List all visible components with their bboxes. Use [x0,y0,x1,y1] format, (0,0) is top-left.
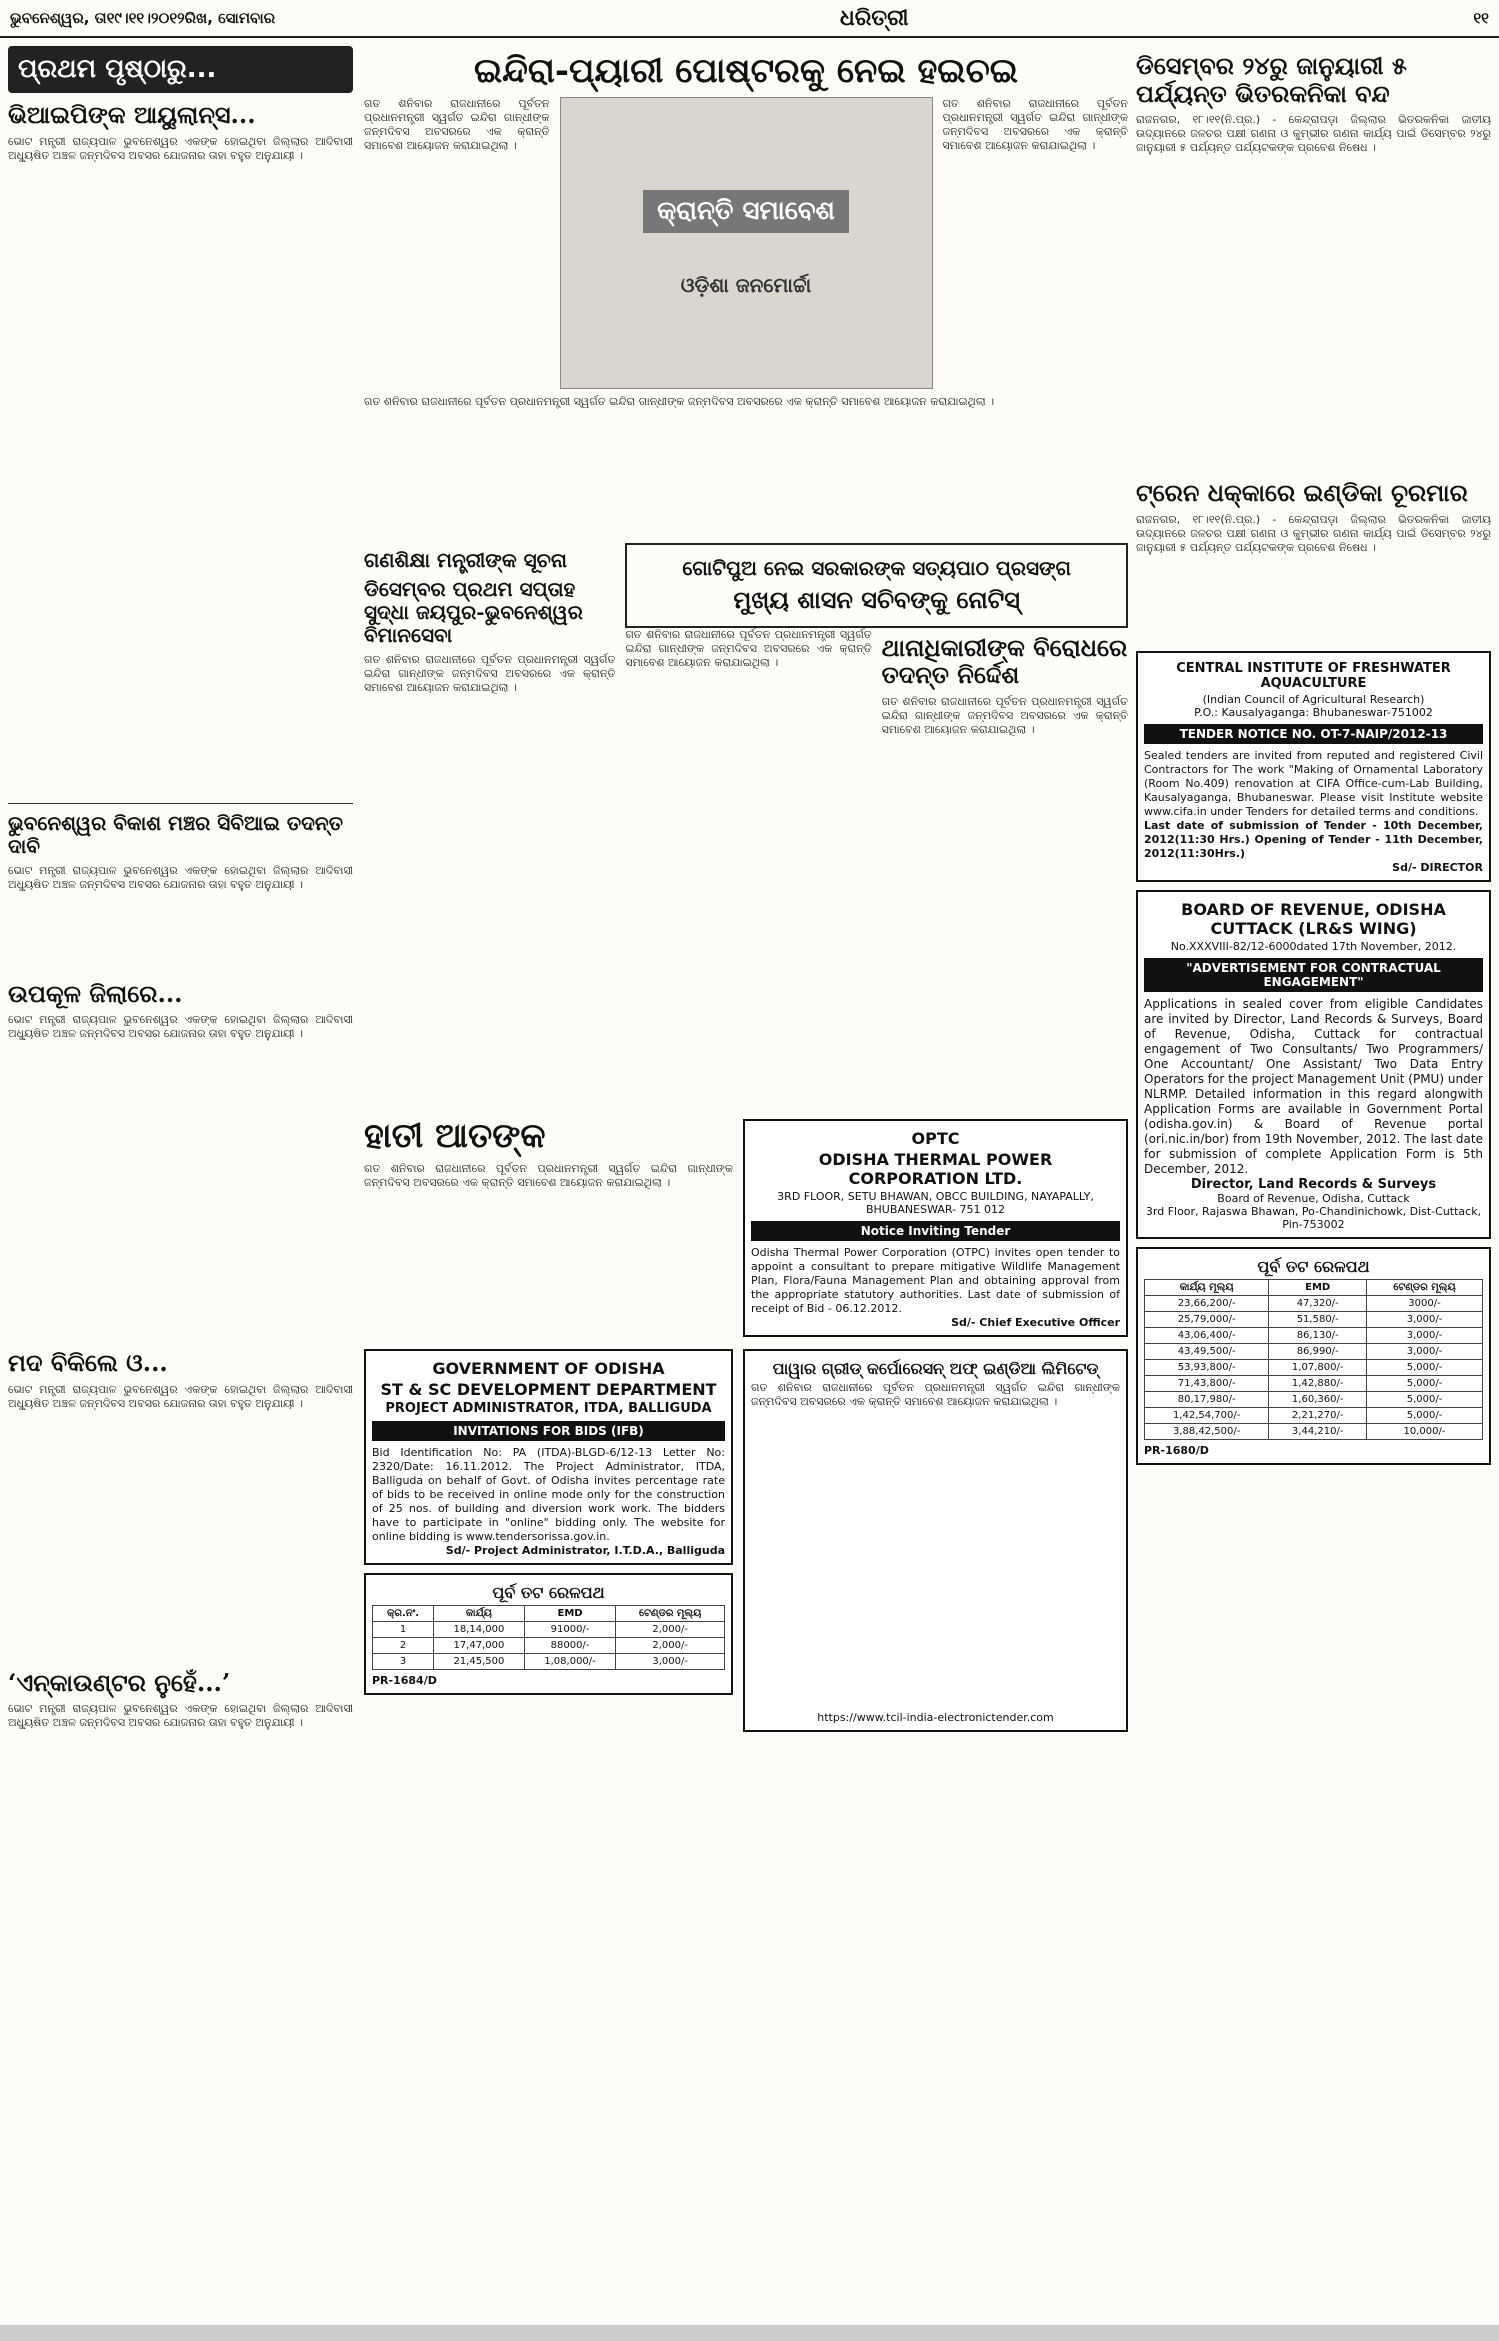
kicker-gotipua: ଗୋଟିପୁଅ ନେଇ ସରକାରଙ୍କ ସତ୍ୟପାଠ ପ୍ରସଙ୍ଗ [682,556,1071,581]
ad-title: ODISHA THERMAL POWER CORPORATION LTD. [818,1150,1053,1189]
ad-title: GOVERNMENT OF ODISHA [432,1359,665,1379]
ad-sub: (Indian Council of Agricultural Research) [1202,692,1425,706]
ad-railway [364,1573,733,1695]
story-body: ଭୋଟ ମନ୍ତ୍ରୀ ରାଜ୍ୟପାଳ ଭୁବନେଶ୍ୱର ଏକଙ୍କ ହୋଇଥିବା ଜିଲ୍ଲାର ଆଦିବାସୀ ଅଧ୍ୟୁଷିତ ଅଞ୍ଚଳ ଜନ୍ମଦିବସ ଅବସର ଯୋଜନାର ତାହା ବହୁତ ଅନୁଯାୟୀ । [8,1702,353,1730]
table-row: 71,43,800/- 1,42,880/- 5,000/- [1145,1375,1483,1391]
rally-poster-photo [560,97,933,389]
ad-address: P.O.: Kausalyaganga: Bhubaneswar-751002 [1194,705,1433,719]
ad-optc [743,1119,1128,1337]
table-row: 3 21,45,500 1,08,000/- 3,000/- [373,1654,725,1670]
right-column [1136,46,1491,1465]
story-body: ରାଜନଗର, ୧୮।୧୧(ନି.ପ୍ର.) - କେନ୍ଦ୍ରାପଡ଼ା ଜିଲ୍ଲାର ଭିତରକନିକା ଜାତୀୟ ଉଦ୍ୟାନରେ ଜଳଚର ପକ୍ଷୀ ଗଣନା ଓ କୁମ୍ଭୀର ଗଣନା କାର୍ଯ୍ୟ ପାଇଁ ଡିସେମ୍ବର ୨୪ରୁ ଜାନୁୟାରୀ ୫ ପର୍ଯ୍ୟନ୍ତ ପର୍ଯ୍ୟଟକଙ୍କ ପ୍ରବେଶ ନିଷେଧ । [1136,512,1491,554]
ad-bar: Notice Inviting Tender [751,1221,1120,1241]
story-body: ଭୋଟ ମନ୍ତ୍ରୀ ରାଜ୍ୟପାଳ ଭୁବନେଶ୍ୱର ଏକଙ୍କ ହୋଇଥିବା ଜିଲ୍ଲାର ଆଦିବାସୀ ଅଧ୍ୟୁଷିତ ଅଞ୍ଚଳ ଜନ୍ମଦିବସ ଅବସର ଯୋଜନାର ତାହା ବହୁତ ଅନୁଯାୟୀ । [8,1382,353,1410]
ad-bar: "ADVERTISEMENT FOR CONTRACTUAL ENGAGEMENT" [1144,958,1483,992]
headline-train: ଟ୍ରେନ ଧକ୍କାରେ ଇଣ୍ଡିକା ଚୂରମାର [1136,478,1468,508]
story-body: ଭୋଟ ମନ୍ତ୍ରୀ ରାଜ୍ୟପାଳ ଭୁବନେଶ୍ୱର ଏକଙ୍କ ହୋଇଥିବା ଜିଲ୍ଲାର ଆଦିବାସୀ ଅଧ୍ୟୁଷିତ ଅଞ୍ଚଳ ଜନ୍ମଦିବସ ଅବସର ଯୋଜନାର ତାହା ବହୁତ ଅନୁଯାୟୀ । [8,863,353,891]
story-body: ରାଜନଗର, ୧୮।୧୧(ନି.ପ୍ର.) - କେନ୍ଦ୍ରାପଡ଼ା ଜିଲ୍ଲାର ଭିତରକନିକା ଜାତୀୟ ଉଦ୍ୟାନରେ ଜଳଚର ପକ୍ଷୀ ଗଣନା ଓ କୁମ୍ଭୀର ଗଣନା କାର୍ଯ୍ୟ ପାଇଁ ଡିସେମ୍ବର ୨୪ରୁ ଜାନୁୟାରୀ ୫ ପର୍ଯ୍ୟନ୍ତ ପର୍ଯ୍ୟଟକଙ୍କ ପ୍ରବେଶ ନିଷେଧ । [1136,113,1491,155]
ad-title: BOARD OF REVENUE, ODISHA CUTTACK (LR&S WING) [1181,899,1446,938]
photo-caption: କ୍ରାନ୍ତି ସମାବେଶ [643,190,849,233]
center-column [364,46,1128,1732]
page-number: ୧୧ [1473,9,1489,27]
ad-pgcil [743,1349,1128,1732]
table-row: 23,66,200/- 47,320/- 3000/- [1145,1295,1483,1311]
ad-board-of-revenue [1136,890,1491,1239]
ad-address: 3RD FLOOR, SETU BHAWAN, OBCC BUILDING, NAYAPALLY, BHUBANESWAR- 751 012 [777,1190,1094,1217]
table-row: 25,79,000/- 51,580/- 3,000/- [1145,1311,1483,1327]
ad-sign: Sd/- DIRECTOR [1392,860,1483,874]
story-body: ଗତ ଶନିବାର ରାଜଧାନୀରେ ପୂର୍ବତନ ପ୍ରଧାନମନ୍ତ୍ରୀ ସ୍ୱର୍ଗତ ଇନ୍ଦିରା ଗାନ୍ଧୀଙ୍କ ଜନ୍ମଦିବସ ଅବସରରେ ଏକ କ୍ରାନ୍ତି ସମାବେଶ ଆୟୋଜନ କରାଯାଇଥିଲା । [364,1162,733,1190]
headline-notice: ମୁଖ୍ୟ ଶାସନ ସଚିବଙ୍କୁ ନୋଟିସ୍ [733,585,1020,615]
headline-airline: ଡିସେମ୍ବର ପ୍ରଥମ ସପ୍ତାହ ସୁଦ୍ଧା ଜୟପୁର-ଭୁବନେଶ୍ୱର ବିମାନସେବା [364,577,583,648]
ad-body: ଗତ ଶନିବାର ରାଜଧାନୀରେ ପୂର୍ବତନ ପ୍ରଧାନମନ୍ତ୍ରୀ ସ୍ୱର୍ଗତ ଇନ୍ଦିରା ଗାନ୍ଧୀଙ୍କ ଜନ୍ମଦିବସ ଅବସରରେ ଏକ କ୍ରାନ୍ତି ସମାବେଶ ଆୟୋଜନ କରାଯାଇଥିଲା । [751,1381,1120,1409]
section-label: ପ୍ରଥମ ପୃଷ୍ଠାରୁ... [8,46,353,93]
story-body: ଭୋଟ ମନ୍ତ୍ରୀ ରାଜ୍ୟପାଳ ଭୁବନେଶ୍ୱର ଏକଙ୍କ ହୋଇଥିବା ଜିଲ୍ଲାର ଆଦିବାସୀ ଅଧ୍ୟୁଷିତ ଅଞ୍ଚଳ ଜନ୍ମଦିବସ ଅବସର ଯୋଜନାର ତାହା ବହୁତ ଅନୁଯାୟୀ । [8,134,353,162]
headline-coastal: ଉପକୂଳ ଜିଲାରେ... [8,978,183,1008]
ad-url: https://www.tcil-india-electronictender.com [817,1711,1054,1725]
ad-title: ST & SC DEVELOPMENT DEPARTMENT [380,1380,717,1400]
ad-body: Applications in sealed cover from eligible Candidates are invited by Director, Land Records & Surveys, Board of Revenue, Odisha, Cuttack for contractual engagement of Two Consultants/ Two Programmers/ One Accountant/ One Assistant/ Two Data Entry Operators for the project Management Unit (PMU) under NLRMP. Detailed information in this regard alongwith Application Forms are available in Government Portal (odisha.gov.in) & Board of Revenue portal (ori.nic.in/bor) from 19th November, 2012. The last date for submission of complete Application Form is 5th December, 2012. [1144,996,1483,1176]
table-row: 53,93,800/- 1,07,800/- 5,000/- [1145,1359,1483,1375]
left-column [8,46,353,1922]
ad-sign: Sd/- Chief Executive Officer [951,1316,1120,1330]
ad-sign: Director, Land Records & Surveys [1190,1176,1437,1192]
kicker-education: ଗଣଶିକ୍ଷା ମନ୍ତ୍ରୀଙ୍କ ସୂଚନା [364,548,567,573]
main-headline: ଇନ୍ଦିରା-ପ୍ୟାରୀ ପୋଷ୍ଟରକୁ ନେଇ ହଇଚଇ [473,51,1019,91]
ad-bar: INVITATIONS FOR BIDS (IFB) [372,1421,725,1441]
table-row: 2 17,47,000 88000/- 2,000/- [373,1638,725,1654]
dateline: ଭୁବନେଶ୍ୱର, ତା୧୯।୧୧।୨୦୧୨ରିଖ, ସୋମବାର [10,9,276,27]
table-row: 1,42,54,700/- 2,21,270/- 5,000/- [1145,1407,1483,1423]
paper-name: ଧରିତ୍ରୀ [839,5,909,31]
ad-ref: No.XXXVIII-82/12-6000dated 17th November, 2012. [1170,939,1457,953]
ad-railway-2 [1136,1247,1491,1465]
table-row: 1 18,14,000 91000/- 2,000/- [373,1622,725,1638]
ad-title: ପୂର୍ବ ତଟ ରେଳପଥ [492,1583,605,1603]
story-body: ଗତ ଶନିବାର ରାଜଧାନୀରେ ପୂର୍ବତନ ପ୍ରଧାନମନ୍ତ୍ରୀ ସ୍ୱର୍ଗତ ଇନ୍ଦିରା ଗାନ୍ଧୀଙ୍କ ଜନ୍ମଦିବସ ଅବସରରେ ଏକ କ୍ରାନ୍ତି ସମାବେଶ ଆୟୋଜନ କରାଯାଇଥିଲା । [364,395,995,409]
headline-bhitarkanika: ଡିସେମ୍ବର ୨୪ରୁ ଜାନୁୟାରୀ ୫ ପର୍ଯ୍ୟନ୍ତ ଭିତରକନିକା ବନ୍ଦ [1136,51,1407,108]
ad-title: PROJECT ADMINISTRATOR, ITDA, BALLIGUDA [385,1401,712,1417]
ad-body: Sealed tenders are invited from reputed and registered Civil Contractors for The work "Making of Ornamental Laboratory (Room No.409) renovation at CIFA Office-cum-Lab Building, Kausalyaganga, Bhubaneswar. Please visit Institute website www.cifa.in under Tenders for detailed terms and conditions. [1144,748,1483,818]
headline-liquor: ମଦ ବିକିଲେ ଓ... [8,1348,168,1378]
ad-code: PR-1684/D [372,1674,437,1688]
story-body: ଭୋଟ ମନ୍ତ୍ରୀ ରାଜ୍ୟପାଳ ଭୁବନେଶ୍ୱର ଏକଙ୍କ ହୋଇଥିବା ଜିଲ୍ଲାର ଆଦିବାସୀ ଅଧ୍ୟୁଷିତ ଅଞ୍ଚଳ ଜନ୍ମଦିବସ ଅବସର ଯୋଜନାର ତାହା ବହୁତ ଅନୁଯାୟୀ । [8,1013,353,1041]
photo-sub: ଓଡ଼ିଶା ଜନମୋର୍ଚ୍ଚା [680,272,812,297]
ad-body: Odisha Thermal Power Corporation (OTPC) invites open tender to appoint a consultant to prepare mitigative Wildlife Management Plan, Flora/Fauna Management Plan and obtaining approval from the appropriate statutory authorities. Last date of submission of receipt of Bid - 06.12.2012. [751,1246,1120,1316]
ad-title: ପାୱାର ଗ୍ରୀଡ୍ କର୍ପୋରେସନ୍ ଅଫ୍ ଇଣ୍ଡିଆ ଲିମିଟେଡ୍ [772,1359,1099,1379]
headline-cbi: ଭୁବନେଶ୍ୱର ବିକାଶ ମଞ୍ଚର ସିବିଆଇ ତଦନ୍ତ ଦାବି [8,810,343,858]
ad-sign: Sd/- Project Administrator, I.T.D.A., Balliguda [445,1544,725,1558]
story-body: ଗତ ଶନିବାର ରାଜଧାନୀରେ ପୂର୍ବତନ ପ୍ରଧାନମନ୍ତ୍ରୀ ସ୍ୱର୍ଗତ ଇନ୍ଦିରା ଗାନ୍ଧୀଙ୍କ ଜନ୍ମଦିବସ ଅବସରରେ ଏକ କ୍ରାନ୍ତି ସମାବେଶ ଆୟୋଜନ କରାଯାଇଥିଲା । [881,694,1129,736]
ad-title: CENTRAL INSTITUTE OF FRESHWATER AQUACULTURE [1176,660,1451,691]
headline-encounter: ‘ଏନ୍‌କାଉଣ୍ଟର ନୁହେଁ...’ [8,1667,231,1697]
ad-cifa [1136,651,1491,882]
story-body: ଗତ ଶନିବାର ରାଜଧାନୀରେ ପୂର୍ବତନ ପ୍ରଧାନମନ୍ତ୍ରୀ ସ୍ୱର୍ଗତ ଇନ୍ଦିରା ଗାନ୍ଧୀଙ୍କ ଜନ୍ମଦିବସ ଅବସରରେ ଏକ କ୍ରାନ୍ତି ସମାବେଶ ଆୟୋଜନ କରାଯାଇଥିଲା । [364,97,550,153]
ad-code: PR-1680/D [1144,1443,1209,1457]
ad-itda [364,1349,733,1565]
ad-bar: TENDER NOTICE NO. OT-7-NAIP/2012-13 [1144,724,1483,744]
ad-body: Bid Identification No: PA (ITDA)-BLGD-6/12-13 Letter No: 2320/Date: 16.11.2012. The Project Administrator, ITDA, Balliguda on behalf of Govt. of Odisha invites percentage rate of bids to be received in online mode only for the construction of 25 nos. of building and diversion work work. The bidders have to participate in "online" bidding only. The website for online bidding is www.tendersorissa.gov.in. [372,1446,725,1544]
ad-dates: Last date of submission of Tender - 10th December, 2012(11:30 Hrs.) Opening of Tender - 11th December, 2012(11:30Hrs.) [1144,818,1483,860]
ad-title: ପୂର୍ବ ତଟ ରେଳପଥ [1257,1256,1370,1276]
headline-ambulance: ଭିଆଇପିଙ୍କ ଆୟୁଲାନ୍ସ... [8,100,256,129]
story-body: ଗତ ଶନିବାର ରାଜଧାନୀରେ ପୂର୍ବତନ ପ୍ରଧାନମନ୍ତ୍ରୀ ସ୍ୱର୍ଗତ ଇନ୍ଦିରା ଗାନ୍ଧୀଙ୍କ ଜନ୍ମଦିବସ ଅବସରରେ ଏକ କ୍ରାନ୍ତି ସମାବେଶ ଆୟୋଜନ କରାଯାଇଥିଲା । [942,97,1128,153]
story-body: ଗତ ଶନିବାର ରାଜଧାନୀରେ ପୂର୍ବତନ ପ୍ରଧାନମନ୍ତ୍ରୀ ସ୍ୱର୍ଗତ ଇନ୍ଦିରା ଗାନ୍ଧୀଙ୍କ ଜନ୍ମଦିବସ ଅବସରରେ ଏକ କ୍ରାନ୍ତି ସମାବେଶ ଆୟୋଜନ କରାଯାଇଥିଲା । [364,653,616,695]
tender-table: କ୍ର.ନଂ. କାର୍ଯ୍ୟ EMD ଟେଣ୍ଡର ମୂଲ୍ୟ 1 18,14,000 91000/- 2,000/- 2 17,47,000 88000/- 2,000/- 3 21,45,500 1,08,000/- 3,000/- [372,1605,725,1670]
ad-sign: 3rd Floor, Rajaswa Bhawan, Po-Chandinichowk, Dist-Cuttack, Pin-753002 [1145,1204,1482,1231]
page-footer-strip [0,2325,1499,2341]
ad-logo: OPTC [911,1129,960,1149]
table-row: 43,06,400/- 86,130/- 3,000/- [1145,1327,1483,1343]
ad-sign: Board of Revenue, Odisha, Cuttack [1217,1191,1410,1205]
headline-elephant: ହାତୀ ଆତଙ୍କ [364,1116,546,1157]
story-body: ଗତ ଶନିବାର ରାଜଧାନୀରେ ପୂର୍ବତନ ପ୍ରଧାନମନ୍ତ୍ରୀ ସ୍ୱର୍ଗତ ଇନ୍ଦିରା ଗାନ୍ଧୀଙ୍କ ଜନ୍ମଦିବସ ଅବସରରେ ଏକ କ୍ରାନ୍ତି ସମାବେଶ ଆୟୋଜନ କରାଯାଇଥିଲା । [625,627,872,669]
table-row: 43,49,500/- 86,990/- 3,000/- [1145,1343,1483,1359]
headline-inquiry: ଥାନାଧିକାରୀଙ୍କ ବିରୋଧରେ ତଦନ୍ତ ନିର୍ଦ୍ଦେଶ [881,632,1128,690]
masthead [0,0,1499,38]
table-row: 3,88,42,500/- 3,44,210/- 10,000/- [1145,1423,1483,1439]
tender-table: କାର୍ଯ୍ୟ ମୂଲ୍ୟ EMD ଟେଣ୍ଡର ମୂଲ୍ୟ 23,66,200/- 47,320/- 3000/- 25,79,000/- 51,580/- 3,000/- 43,06,400/- 86,130/- 3,000/- 43,49,500/- 86,990/- 3,000/- 53,93,800/- 1,07,800/- 5,000/- 71,43,800/- 1,42,880/- 5,000/- 80,17,980/- 1,60,360/- 5,000/- 1,42,54,700/- 2,21,270/- 5,000/- 3,88,42,500/- 3,44,210/- 10,000/- [1144,1279,1483,1440]
table-row: 80,17,980/- 1,60,360/- 5,000/- [1145,1391,1483,1407]
